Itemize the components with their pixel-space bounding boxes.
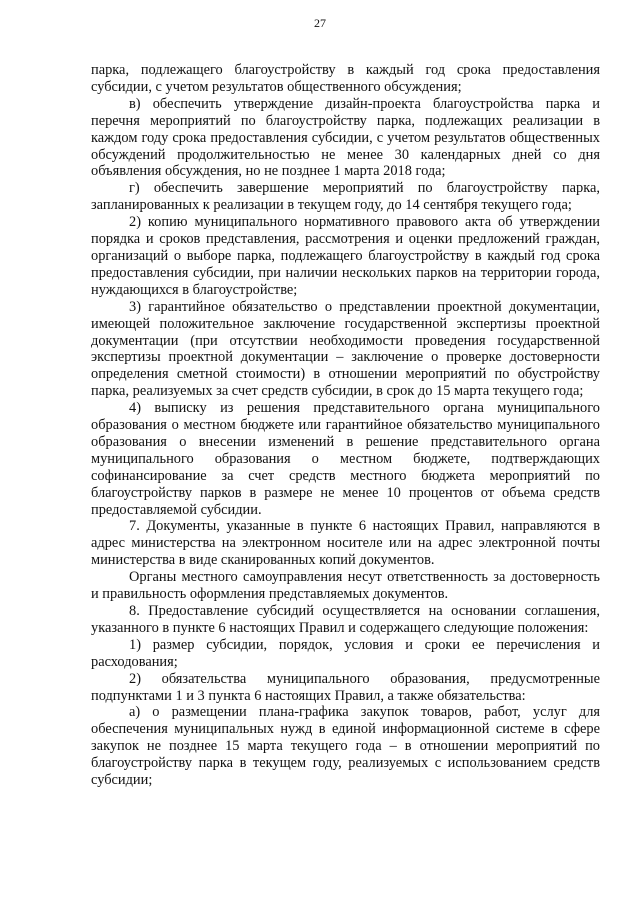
page-number: 27 (314, 16, 326, 30)
paragraph: 2) обязательства муниципального образования, предусмотренные подпунктами 1 и 3 пункта 6 настоящих Правил, а также обязательства: (91, 670, 600, 704)
paragraph: 3) гарантийное обязательство о представлении проектной документации, имеющей положительное заключение государственной экспертизы проектной документации (при отсутствии необходимости проведения государственной экспертизы проектной документации – заключение о проверке достоверности определения сметной стоимости) в отношении мероприятий по обустройству парка, реализуемых за счет средств субсидии, в срок до 15 марта текущего года; (91, 298, 600, 400)
paragraph: парка, подлежащего благоустройству в каждый год срока предоставления субсидии, с учетом результатов общественного обсуждения; (91, 62, 600, 95)
paragraph: а) о размещении плана-графика закупок товаров, работ, услуг для обеспечения муниципальных нужд в единой информационной системе в сфере закупок не позднее 15 марта текущего года – в отношении мероприятий по благоустройству парка в текущем году, реализуемых с использованием средств субсидии; (91, 704, 600, 789)
paragraph: 8. Предоставление субсидий осуществляется на основании соглашения, указанного в пункте 6 настоящих Правил и содержащего следующие положения: (91, 603, 600, 636)
paragraph: в) обеспечить утверждение дизайн-проекта благоустройства парка и перечня мероприятий по благоустройству парка, подлежащих реализации в каждом году срока предоставления субсидии, с учетом результатов общественных обсуждений продолжительностью не менее 30 календарных дней со дня объявления обсуждения, но не позднее 1 марта 2018 года; (91, 95, 600, 180)
paragraph: г) обеспечить завершение мероприятий по благоустройству парка, запланированных к реализации в текущем году, до 14 сентября текущего года; (91, 180, 600, 214)
paragraph: 7. Документы, указанные в пункте 6 настоящих Правил, направляются в адрес министерства на электронном носителе или на адрес электронной почты министерства в виде сканированных копий документов. (91, 518, 600, 569)
paragraph: 1) размер субсидии, порядок, условия и сроки ее перечисления и расходования; (91, 636, 600, 670)
paragraph: 4) выписку из решения представительного органа муниципального образования о местном бюджете или гарантийное обязательство муниципального образования о внесении изменений в решение представительного органа муниципального образования о местном бюджете, подтверждающих софинансирование за счет средств местного бюджета мероприятий по благоустройству парков в размере не менее 10 процентов от объема средств предоставляемой субсидии. (91, 400, 600, 518)
document-body (91, 62, 600, 789)
paragraph: 2) копию муниципального нормативного правового акта об утверждении порядка и сроков представления, рассмотрения и оценки предложений граждан, организаций о выборе парка, подлежащего благоустройству в каждый год срока предоставления субсидии, при наличии нескольких парков на территории города, нуждающихся в благоустройстве; (91, 214, 600, 298)
paragraph: Органы местного самоуправления несут ответственность за достоверность и правильность оформления представляемых документов. (91, 569, 600, 603)
